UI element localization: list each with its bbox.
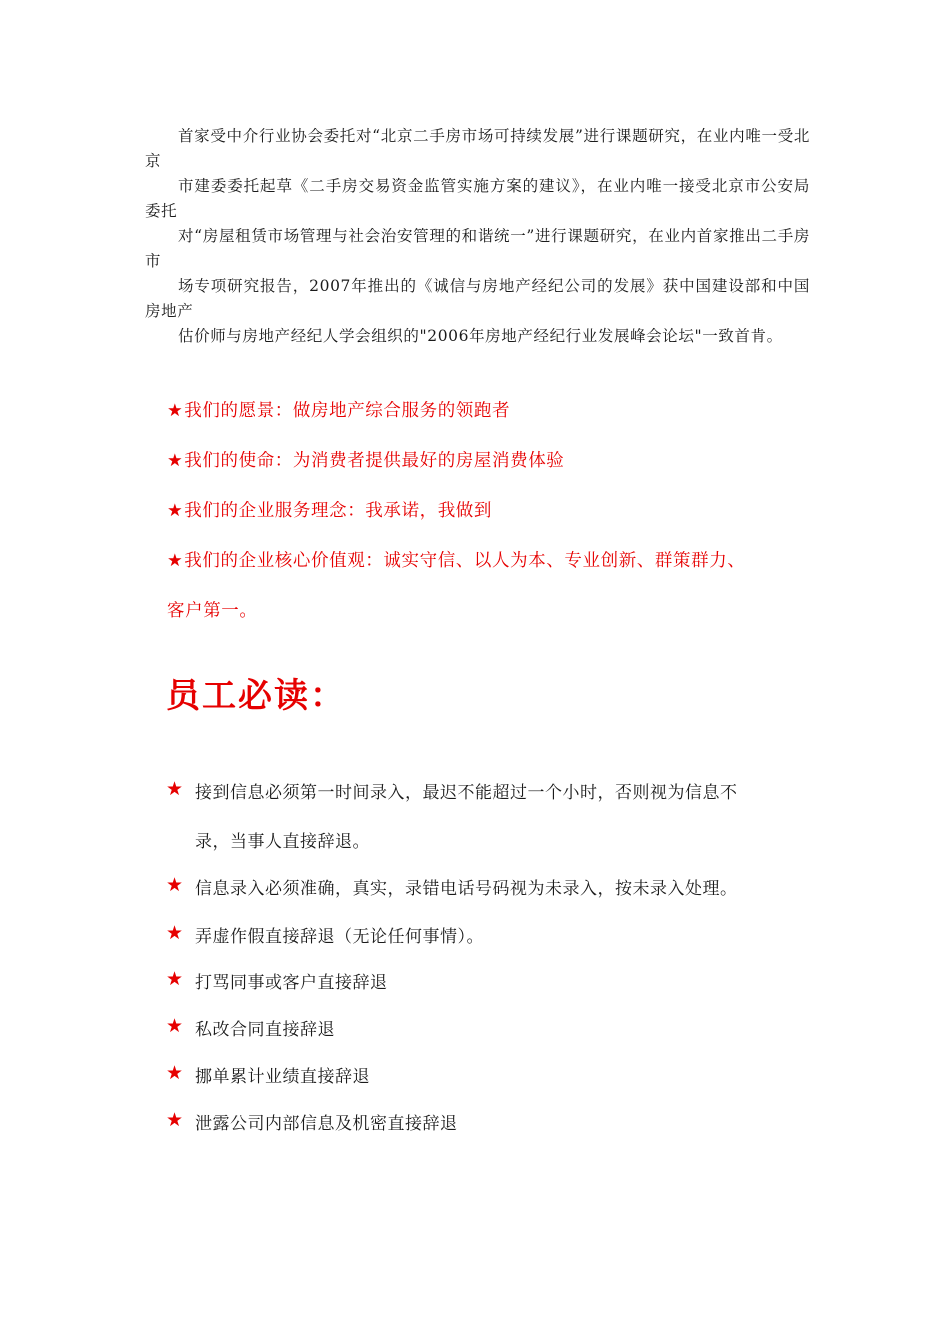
intro-paragraph: 市建委委托起草《二手房交易资金监管实施方案的建议》，在业内唯一接受北京市公安局委托 [145,177,810,220]
intro-paragraph: 估价师与房地产经纪人学会组织的"2006年房地产经纪行业发展峰会论坛"一致首肯。 [178,327,783,345]
intro-paragraph: 首家受中介行业协会委托对“北京二手房市场可持续发展”进行课题研究，在业内唯一受北京 [145,127,810,170]
intro-paragraph: 场专项研究报告，2007年推出的《诚信与房地产经纪公司的发展》获中国建设部和中国房地产 [145,277,810,320]
star-icon: ★ [167,451,184,471]
rule-text: 信息录入必须准确，真实，录错电话号码视为未录入，按未录入处理。 [195,879,738,899]
rule-text: 录，当事人直接辞退。 [195,832,370,852]
rule-text: 私改合同直接辞退 [195,1020,335,1040]
vision-text: 我们的愿景：做房地产综合服务的领跑者 [184,401,511,421]
rule-text: 打骂同事或客户直接辞退 [195,973,388,993]
star-icon: ★ [166,1109,184,1131]
intro-paragraph: 对“房屋租赁市场管理与社会治安管理的和谐统一”进行课题研究，在业内首家推出二手房市 [145,227,810,270]
service-text: 我们的企业服务理念：我承诺，我做到 [184,501,492,521]
vision-line [167,397,510,422]
star-icon: ★ [167,401,184,421]
core-values-continuation: 客户第一。 [167,601,258,621]
service-line [167,497,492,522]
star-icon: ★ [167,501,184,521]
rule-text: 接到信息必须第一时间录入，最迟不能超过一个小时，否则视为信息不 [195,783,738,803]
rule-text: 挪单累计业绩直接辞退 [195,1067,370,1087]
mission-line [167,447,564,472]
star-icon: ★ [166,874,184,896]
core-values-line [167,547,745,572]
intro-section [145,124,810,349]
star-icon: ★ [166,1062,184,1084]
mission-text: 我们的使命：为消费者提供最好的房屋消费体验 [184,451,565,471]
star-icon: ★ [167,551,184,571]
star-icon: ★ [166,778,184,800]
star-icon: ★ [166,1015,184,1037]
core-values-text: 我们的企业核心价值观：诚实守信、以人为本、专业创新、群策群力、 [184,551,746,571]
star-icon: ★ [166,968,184,990]
star-icon: ★ [166,922,184,944]
rule-text: 弄虚作假直接辞退（无论任何事情）。 [195,927,484,947]
section-heading: 员工必读： [166,676,346,716]
rule-text: 泄露公司内部信息及机密直接辞退 [195,1114,458,1134]
